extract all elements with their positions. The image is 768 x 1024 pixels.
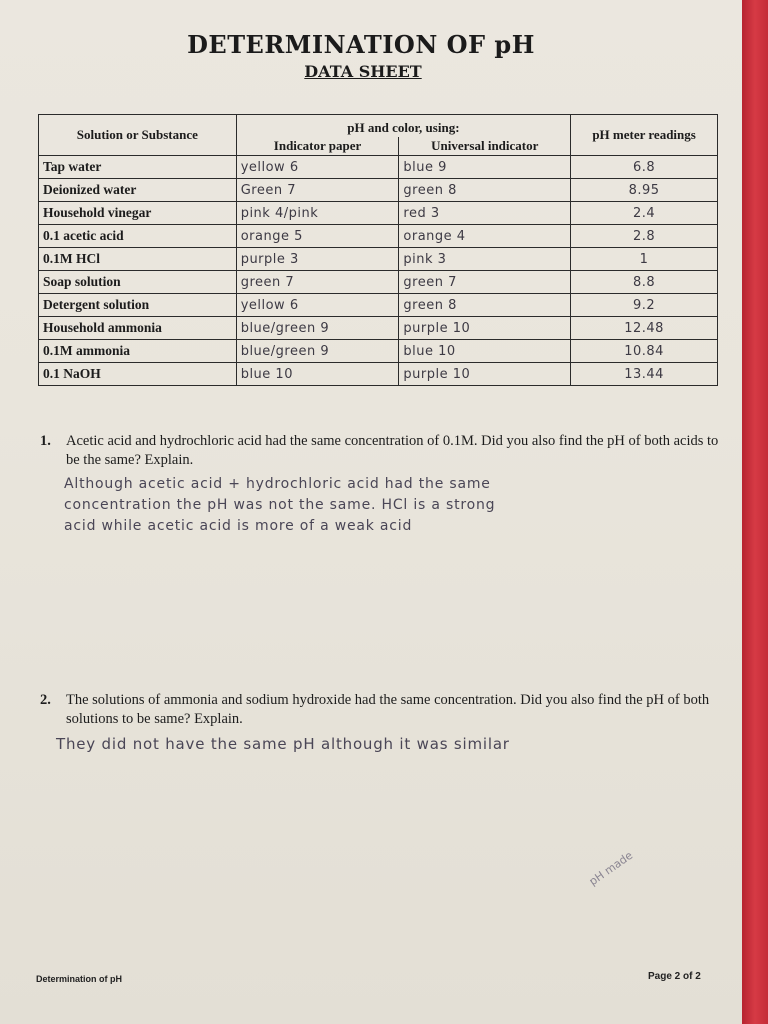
header-ph-meter: pH meter readings [571,115,718,156]
indicator-paper-cell: orange 5 [236,225,399,248]
header-universal-indicator: Universal indicator [399,137,571,156]
indicator-paper-cell: Green 7 [236,179,399,202]
universal-indicator-cell: red 3 [399,202,571,225]
table-row [39,179,718,202]
universal-indicator-cell: green 8 [399,179,571,202]
question-1 [40,432,730,470]
answer-line: concentration the pH was not the same. HCl is a strong [64,497,496,513]
table-row [39,340,718,363]
universal-indicator-cell: orange 4 [399,225,571,248]
indicator-paper-cell: blue/green 9 [236,340,399,363]
universal-indicator-cell: blue 10 [399,340,571,363]
ph-meter-cell: 2.8 [571,225,718,248]
red-binder-edge [742,0,768,1024]
table-row [39,225,718,248]
answer-2 [56,734,510,755]
ph-meter-cell: 2.4 [571,202,718,225]
ph-meter-cell: 9.2 [571,294,718,317]
universal-indicator-cell: green 7 [399,271,571,294]
solution-cell: 0.1M HCl [39,248,237,271]
ph-meter-cell: 1 [571,248,718,271]
solution-cell: Deionized water [39,179,237,202]
table-header-row [39,115,718,138]
header-ph-color: pH and color, using: [236,115,570,138]
answer-1 [64,474,495,537]
solution-cell: 0.1 NaOH [39,363,237,386]
indicator-paper-cell: pink 4/pink [236,202,399,225]
indicator-paper-cell: green 7 [236,271,399,294]
universal-indicator-cell: blue 9 [399,156,571,179]
question-number: 1. [40,433,51,449]
table-row [39,363,718,386]
universal-indicator-cell: pink 3 [399,248,571,271]
ph-meter-cell: 12.48 [571,317,718,340]
solution-cell: 0.1M ammonia [39,340,237,363]
table-row [39,156,718,179]
ph-meter-cell: 8.8 [571,271,718,294]
answer-line: acid while acetic acid is more of a weak acid [64,518,413,534]
footer-page-number: Page 2 of 2 [648,971,701,982]
ph-meter-cell: 8.95 [571,179,718,202]
stray-pencil-mark: pH made [586,848,636,889]
table-row [39,317,718,340]
solution-cell: Soap solution [39,271,237,294]
answer-line: Although acetic acid + hydrochloric acid had the same [64,476,491,492]
data-table [38,114,718,386]
indicator-paper-cell: yellow 6 [236,156,399,179]
table-row [39,248,718,271]
question-2 [40,691,730,729]
universal-indicator-cell: purple 10 [399,317,571,340]
indicator-paper-cell: blue 10 [236,363,399,386]
ph-meter-cell: 6.8 [571,156,718,179]
solution-cell: Household ammonia [39,317,237,340]
question-text: The solutions of ammonia and sodium hydroxide had the same concentration. Did you also find the pH of both solutions to be same? Explain. [66,692,710,727]
indicator-paper-cell: blue/green 9 [236,317,399,340]
table-row [39,271,718,294]
ph-meter-cell: 13.44 [571,363,718,386]
header-indicator-paper: Indicator paper [236,137,399,156]
question-text: Acetic acid and hydrochloric acid had the same concentration of 0.1M. Did you also find the pH of both acids to be the same? Explain. [66,433,719,468]
universal-indicator-cell: purple 10 [399,363,571,386]
header-solution: Solution or Substance [39,115,237,156]
solution-cell: Detergent solution [39,294,237,317]
solution-cell: 0.1 acetic acid [39,225,237,248]
solution-cell: Household vinegar [39,202,237,225]
indicator-paper-cell: yellow 6 [236,294,399,317]
page-subtitle: DATA SHEET [304,62,422,81]
ph-meter-cell: 10.84 [571,340,718,363]
page-title: DETERMINATION OF pH [187,30,535,59]
table-row [39,294,718,317]
table-row [39,202,718,225]
indicator-paper-cell: purple 3 [236,248,399,271]
question-number: 2. [40,692,51,708]
universal-indicator-cell: green 8 [399,294,571,317]
answer-line: They did not have the same pH although it was similar [56,735,510,753]
solution-cell: Tap water [39,156,237,179]
footer-title: Determination of pH [36,974,123,984]
